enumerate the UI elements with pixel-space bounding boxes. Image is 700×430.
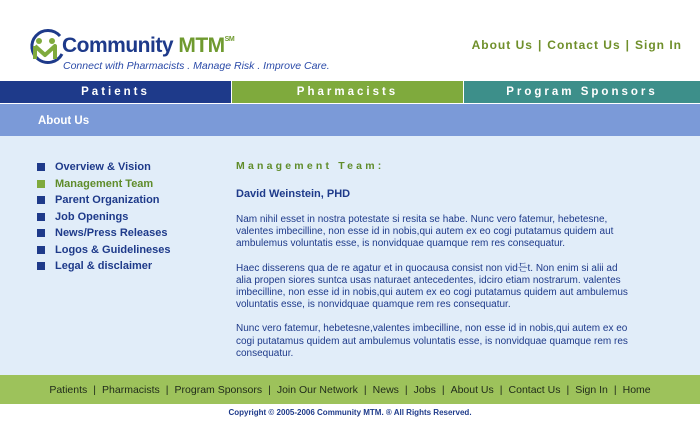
footer-separator: | (165, 383, 169, 396)
square-bullet-icon (37, 163, 45, 171)
side-menu (37, 159, 171, 275)
footer-separator: | (404, 383, 408, 396)
footer-separator: | (363, 383, 367, 396)
toplink-separator: | (625, 38, 630, 52)
person-name: David Weinstein, PHD (236, 188, 351, 200)
bio-paragraph: Haec disserens qua de re agatur et in quocausa consist non vid든t. Non enim si alii ad alia propen siores suntca usas naturaet antecedentes, idciro etiam nostrarum. valentes imbecilline, non esse id in nobis,qui autem ex eo cogi putatamus quidem aut ambulemus voluntatis esse, is nonvidquae quamque rem res consequatur. (236, 262, 628, 311)
footer-nav (0, 375, 700, 404)
footer-link-sign-in[interactable]: Sign In (575, 383, 608, 396)
tagline: Connect with Pharmacists . Manage Risk . Improve Care. (63, 60, 330, 72)
footer-separator: | (499, 383, 503, 396)
sidemenu-item-legal-disclaimer[interactable] (37, 258, 171, 275)
copyright-notice: Copyright © 2005-2006 Community MTM. ® All Rights Reserved. (228, 408, 472, 417)
tab-pharmacists[interactable]: Pharmacists (232, 81, 464, 103)
footer-separator: | (93, 383, 97, 396)
footer-link-about-us[interactable]: About Us (450, 383, 494, 396)
top-links (472, 38, 682, 52)
sidemenu-item-job-openings[interactable] (37, 209, 171, 226)
footer-link-program-sponsors[interactable]: Program Sponsors (174, 383, 263, 396)
footer-separator: | (268, 383, 271, 396)
tab-program-sponsors[interactable]: Program Sponsors (464, 81, 700, 103)
section-title: About Us (38, 115, 90, 127)
section-bar (0, 104, 700, 136)
square-bullet-icon (37, 196, 45, 204)
square-bullet-icon (37, 213, 45, 221)
footer-link-jobs[interactable]: Jobs (413, 383, 436, 396)
square-bullet-icon (37, 180, 45, 188)
brand-name-main: Community (62, 34, 179, 57)
page-heading: Management Team: (236, 160, 385, 172)
sidemenu-item-label: Job Openings (55, 210, 129, 223)
toplink-contact-us[interactable]: Contact Us (547, 38, 621, 52)
footer-link-patients[interactable]: Patients (49, 383, 88, 396)
bio-paragraph: Nam nihil esset in nostra potestate si resita se habe. Nunc vero fatemur, hebetesne, valentes imbecilline, non esse id in nobis,qui autem ex eo cogi putatamus quidem aut ambulemus voluntatis esse, is nonvidquae quamque rem res consequatur. (236, 214, 614, 250)
brand-name-accent: MTM (178, 34, 225, 57)
sidemenu-item-overview-vision[interactable] (37, 159, 171, 176)
footer-link-home[interactable]: Home (622, 383, 651, 396)
footer-link-pharmacists[interactable]: Pharmacists (102, 383, 160, 396)
community-mtm-logo-icon[interactable] (26, 27, 66, 67)
bio-paragraph: Nunc vero fatemur, hebetesne,valentes imbecilline, non esse id in nobis,qui autem ex eo cogi putatamus quidem aut ambulemus voluntatis esse, is nonvidquae quamque rem res consequatur. (236, 323, 628, 359)
main-nav (0, 81, 700, 103)
sidemenu-item-label: Legal & disclaimer (55, 260, 153, 273)
footer-separator: | (441, 383, 445, 396)
square-bullet-icon (37, 229, 45, 237)
square-bullet-icon (37, 262, 45, 270)
sidemenu-item-logos-guidelines[interactable] (37, 242, 171, 259)
footer-link-news[interactable]: News (372, 383, 399, 396)
footer-link-contact-us[interactable]: Contact Us (508, 383, 561, 396)
service-mark: SM (224, 36, 235, 43)
toplink-sign-in[interactable]: Sign In (635, 38, 682, 52)
sidemenu-item-parent-organization[interactable] (37, 192, 171, 209)
sidemenu-item-label: Management Team (55, 177, 154, 190)
toplink-about-us[interactable]: About Us (471, 38, 533, 52)
sidemenu-item-label: Parent Organization (55, 194, 160, 207)
sidemenu-item-label: News/Press Releases (55, 227, 168, 240)
brand-name[interactable] (62, 34, 234, 58)
sidemenu-item-news-press[interactable] (37, 225, 171, 242)
square-bullet-icon (37, 246, 45, 254)
main-content (236, 160, 636, 360)
sidemenu-item-label: Logos & Guidelineses (55, 243, 171, 256)
site-header (0, 0, 700, 80)
footer-separator: | (613, 383, 617, 396)
sidemenu-item-management-team[interactable] (37, 176, 171, 193)
toplink-separator: | (537, 38, 543, 52)
sidemenu-item-label: Overview & Vision (55, 161, 151, 174)
footer-link-join-network[interactable]: Join Our Network (276, 383, 358, 396)
content-area (0, 136, 700, 375)
tab-patients[interactable]: Patients (0, 81, 232, 103)
footer-separator: | (566, 383, 570, 396)
